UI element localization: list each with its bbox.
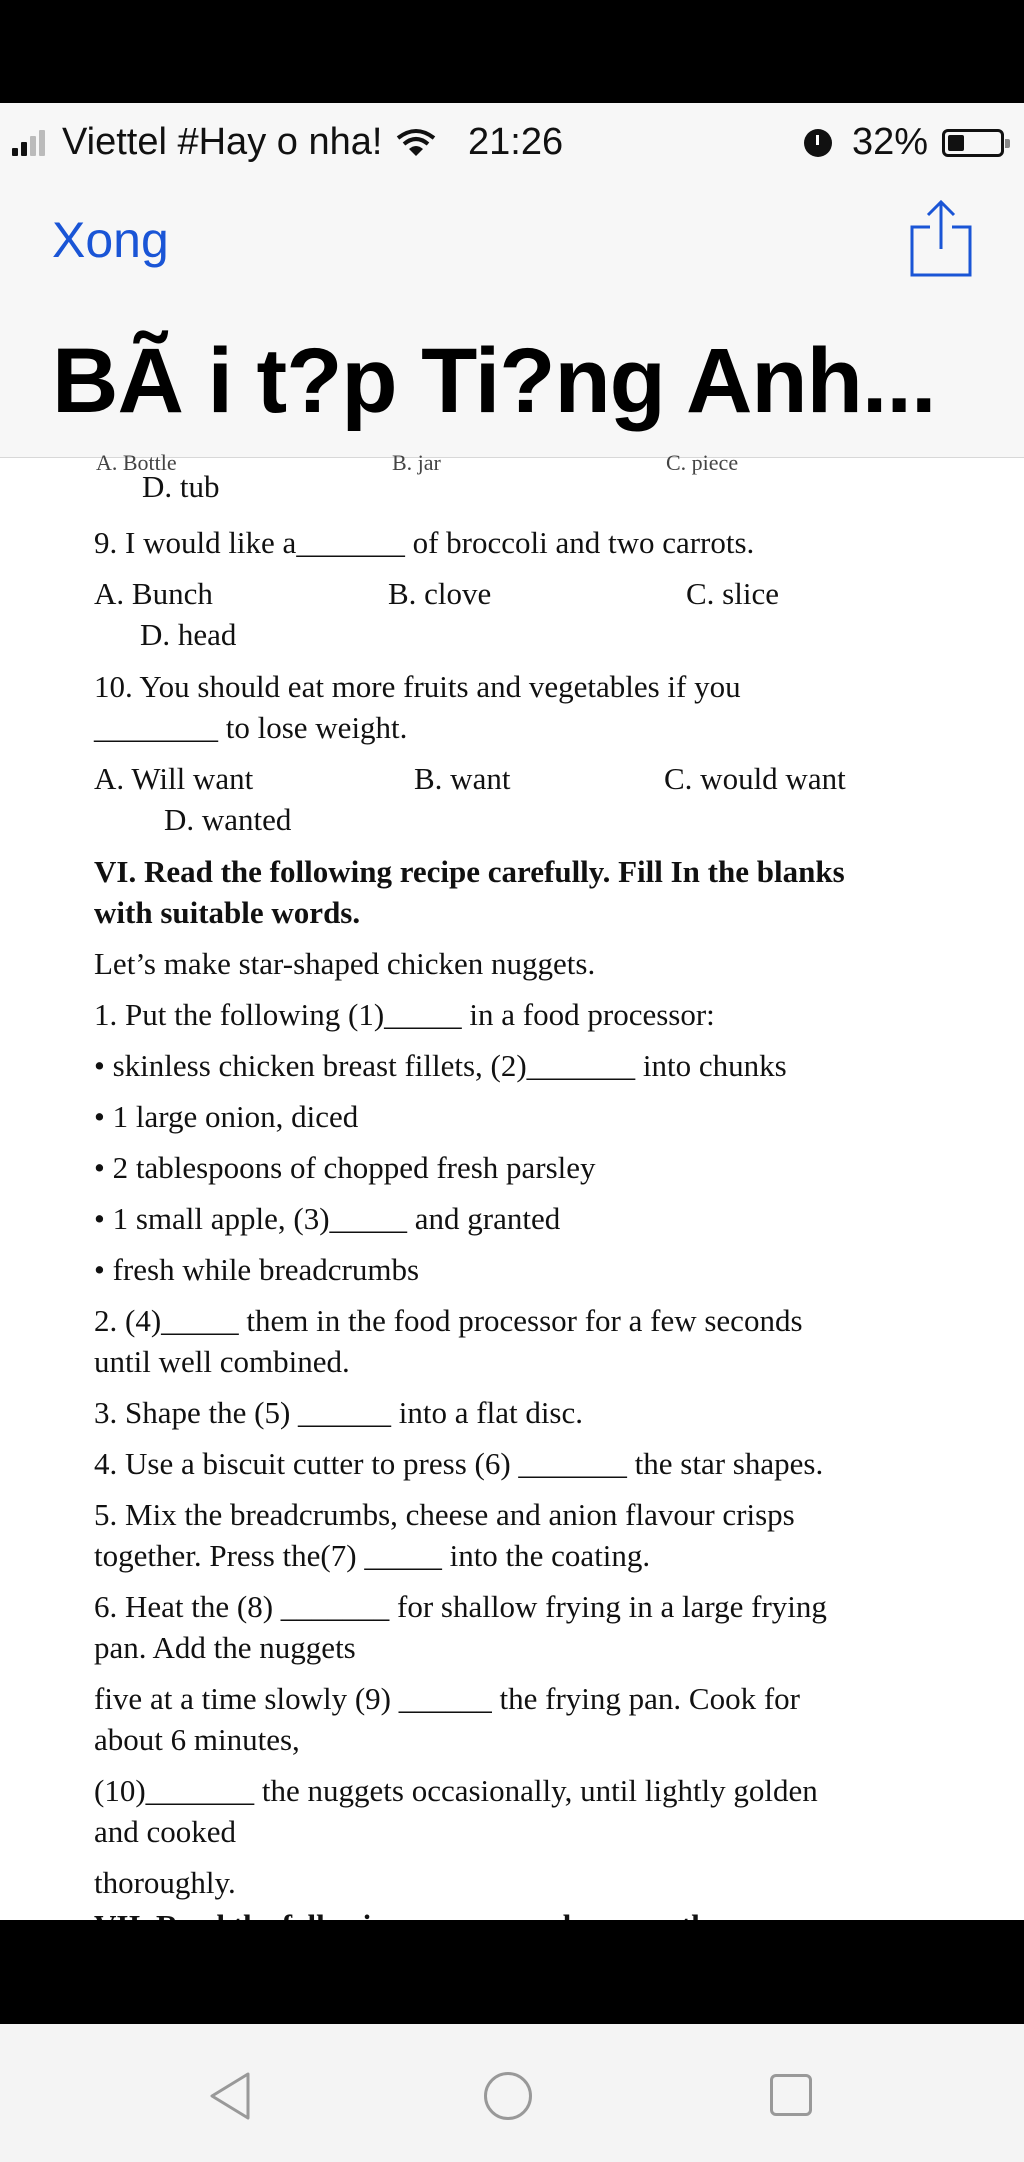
q8-option-d: D. tub <box>142 469 220 504</box>
alarm-icon <box>804 129 832 157</box>
battery-fill <box>948 135 964 151</box>
recipe-line: and cooked <box>94 1814 237 1849</box>
wifi-icon <box>396 128 436 158</box>
recipe-line: • fresh while breadcrumbs <box>94 1252 420 1287</box>
recipe-line: • 1 large onion, diced <box>94 1099 359 1134</box>
recipe-line: 5. Mix the breadcrumbs, cheese and anion flavour crisps <box>94 1497 795 1532</box>
q9-option-d: D. head <box>140 617 237 652</box>
recipe-line: • skinless chicken breast fillets, (2)_______ into chunks <box>94 1048 787 1083</box>
clock: 21:26 <box>468 121 564 163</box>
status-right <box>804 121 1004 164</box>
recipe-line: 3. Shape the (5) ______ into a flat disc. <box>94 1395 584 1430</box>
q10-question-line1: 10. You should eat more fruits and vegetables if you <box>94 669 741 704</box>
recipe-line: • 1 small apple, (3)_____ and granted <box>94 1201 561 1236</box>
recipe-line: until well combined. <box>94 1344 350 1379</box>
recipe-line: thoroughly. <box>94 1865 236 1900</box>
recipe-line: about 6 minutes, <box>94 1722 300 1757</box>
q10-option-d: D. wanted <box>164 802 292 837</box>
q9-option-c: C. slice <box>686 576 779 611</box>
recipe-line: pan. Add the nuggets <box>94 1630 356 1665</box>
battery-tip <box>1005 139 1010 148</box>
status-bar <box>0 103 1024 169</box>
document-header <box>0 169 1024 458</box>
recipe-line: 2. (4)_____ them in the food processor for a few seconds <box>94 1303 803 1338</box>
recent-apps-icon[interactable] <box>770 2074 812 2116</box>
cut-option-b: B. jar <box>392 450 441 475</box>
q9-option-b: B. clove <box>388 576 492 611</box>
cut-option-c: C. piece <box>666 450 739 475</box>
recipe-line: 6. Heat the (8) _______ for shallow frying in a large frying <box>94 1589 827 1624</box>
page-title: BÃ i t?p Ti?ng Anh... <box>52 330 936 432</box>
q9-question: 9. I would like a_______ of broccoli and two carrots. <box>94 525 755 560</box>
signal-icon <box>12 130 48 156</box>
carrier-name: Viettel #Hay o nha! <box>62 121 383 163</box>
q10-option-a: A. Will want <box>94 761 254 796</box>
back-icon[interactable] <box>206 2070 252 2122</box>
done-button[interactable]: Xong <box>52 212 169 268</box>
q10-option-c: C. would want <box>664 761 846 796</box>
recipe-line: 1. Put the following (1)_____ in a food processor: <box>94 997 715 1032</box>
document-content <box>0 450 1024 1920</box>
android-nav-bar <box>0 2024 1024 2162</box>
battery-percent: 32% <box>851 121 928 163</box>
section6-intro: Let’s make star-shaped chicken nuggets. <box>94 946 596 981</box>
recipe-line: (10)_______ the nuggets occasionally, until lightly golden <box>94 1773 818 1808</box>
status-left <box>12 121 436 164</box>
q9-option-a: A. Bunch <box>94 576 213 611</box>
recipe-line: together. Press the(7) _____ into the coating. <box>94 1538 651 1573</box>
q10-question-line2: ________ to lose weight. <box>94 710 408 745</box>
home-icon[interactable] <box>484 2072 532 2120</box>
recipe-line: five at a time slowly (9) ______ the frying pan. Cook for <box>94 1681 800 1716</box>
battery-icon <box>942 129 1004 157</box>
share-icon[interactable] <box>908 199 974 279</box>
bottom-black-band <box>0 1920 1024 2024</box>
top-black-bar <box>0 0 1024 103</box>
section6-heading-line1: VI. Read the following recipe carefully. Fill In the blanks <box>94 854 845 889</box>
section6-heading-line2: with suitable words. <box>94 895 361 930</box>
recipe-line: • 2 tablespoons of chopped fresh parsley <box>94 1150 596 1185</box>
recipe-line: 4. Use a biscuit cutter to press (6) _______ the star shapes. <box>94 1446 824 1481</box>
q10-option-b: B. want <box>414 761 511 796</box>
cut-option-a: A. Bottle <box>96 450 177 475</box>
